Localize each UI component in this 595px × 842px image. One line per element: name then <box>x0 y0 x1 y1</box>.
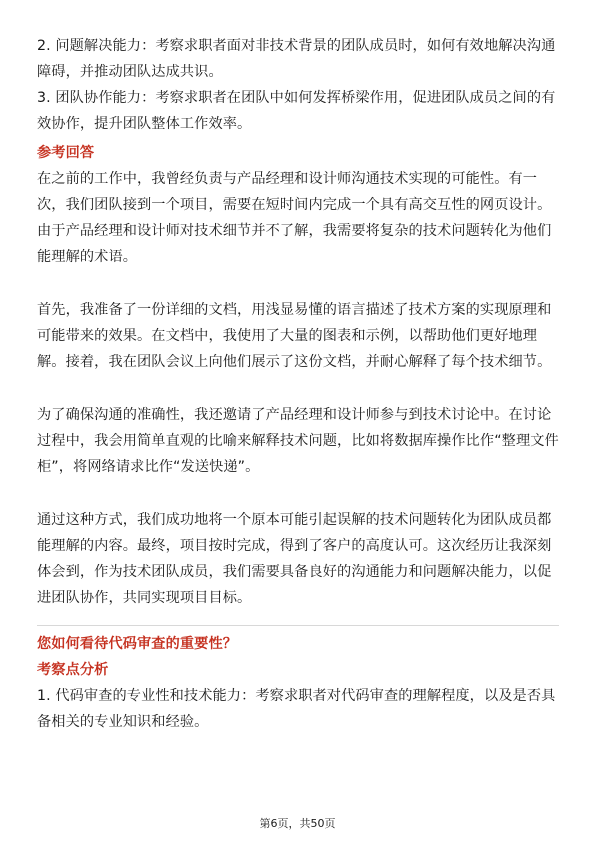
analysis-item-1: 1. 代码审查的专业性和技术能力：考察求职者对代码审查的理解程度，以及是否具备相关的专业知识和经验。 <box>37 688 556 730</box>
answer-paragraph-4: 通过这种方式，我们成功地将一个原本可能引起误解的技术问题转化为团队成员都能理解的内容。最终，项目按时完成，得到了客户的高度认可。这次经历让我深刻体会到，作为技术团队成员，我们需要具备良好的沟通能力和问题解决能力，以促进团队协作，共同实现项目目标。 <box>37 512 552 606</box>
question-heading: 您如何看待代码审查的重要性？ <box>37 636 238 652</box>
answer-paragraph-3: 为了确保沟通的准确性，我还邀请了产品经理和设计师参与到技术讨论中。在讨论过程中，我会用简单直观的比喻来解释技术问题，比如将数据库操作比作“整理文件柜”，将网络请求比作“发送快递”。 <box>37 407 559 475</box>
answer-paragraph-2: 首先，我准备了一份详细的文档，用浅显易懂的语言描述了技术方案的实现原理和可能带来的效果。在文档中，我使用了大量的图表和示例，以帮助他们更好地理解。接着，我在团队会议上向他们展示了这份文档，并耐心解释了每个技术细节。 <box>37 302 552 370</box>
page-footer: 第6页，共50页 <box>259 817 336 830</box>
analysis-heading: 考察点分析 <box>37 662 109 678</box>
section-divider <box>37 625 559 626</box>
criteria-item-3: 3. 团队协作能力：考察求职者在团队中如何发挥桥梁作用，促进团队成员之间的有效协作，提升团队整体工作效率。 <box>37 90 556 132</box>
reference-answer-heading: 参考回答 <box>37 145 95 161</box>
criteria-item-2: 2. 问题解决能力：考察求职者面对非技术背景的团队成员时，如何有效地解决沟通障碍，并推动团队达成共识。 <box>37 38 556 80</box>
page-content <box>37 33 559 735</box>
answer-paragraph-1: 在之前的工作中，我曾经负责与产品经理和设计师沟通技术实现的可能性。有一次，我们团队接到一个项目，需要在短时间内完成一个具有高交互性的网页设计。由于产品经理和设计师对技术细节并不了解，我需要将复杂的技术问题转化为他们能理解的术语。 <box>37 171 552 265</box>
